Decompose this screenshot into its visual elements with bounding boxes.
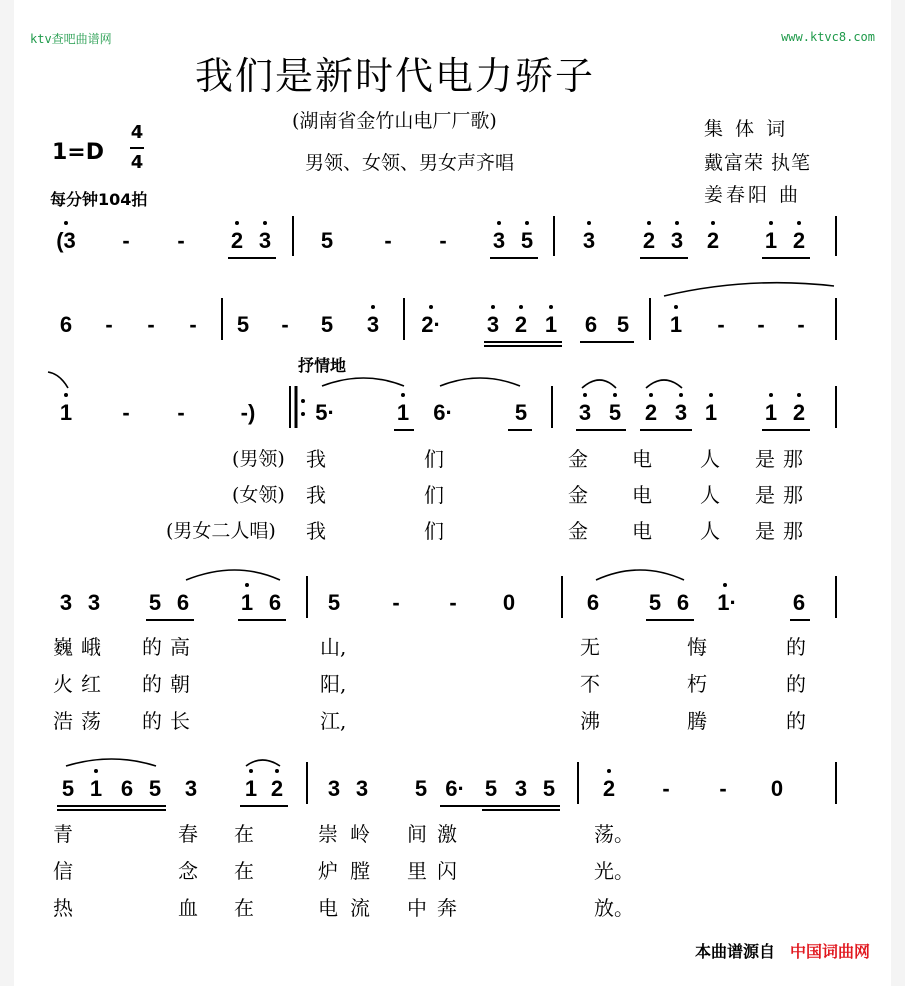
lyric: 不 <box>580 672 600 696</box>
note: 2 <box>602 776 616 801</box>
lyric: 沸 <box>580 709 600 733</box>
lyric: 火 <box>53 672 73 696</box>
lyric: 岭 <box>350 822 370 846</box>
lyric: 的 <box>786 709 806 733</box>
lyric: 荡。 <box>594 822 634 846</box>
lyric: 崇 <box>318 822 338 846</box>
note: 3 <box>258 228 272 253</box>
song-title: 我们是新时代电力骄子 <box>195 54 596 98</box>
note: - <box>757 312 765 337</box>
note: - <box>177 228 185 253</box>
note: 5 <box>514 400 528 425</box>
note: 1 <box>669 312 683 337</box>
note: 6 <box>586 590 600 615</box>
note: 5 <box>608 400 622 425</box>
lyric: 闪 <box>437 859 457 883</box>
note: 2 <box>792 400 806 425</box>
note: 3 <box>492 228 506 253</box>
note: - <box>281 312 289 337</box>
source-label: 本曲谱源自 <box>694 942 775 961</box>
lyric: 信 <box>53 859 73 883</box>
repeat-dots <box>301 399 305 416</box>
note: 6· <box>433 400 453 425</box>
note: - <box>177 400 185 425</box>
lyric: 流 <box>350 896 370 920</box>
note: 0 <box>770 776 784 801</box>
note: - <box>147 312 155 337</box>
note: 1 <box>764 400 778 425</box>
note: 3 <box>486 312 500 337</box>
lyric: 峨 <box>81 635 101 659</box>
lyric: 电 <box>632 519 652 543</box>
lyric: 我 <box>306 447 326 471</box>
lyric: 巍 <box>53 635 73 659</box>
lyric: 金 <box>568 447 588 471</box>
composer-credit: 姜春阳 曲 <box>704 184 802 206</box>
lyric: 放。 <box>594 896 634 920</box>
time-signature-top: 4 <box>130 122 144 143</box>
key-signature: 1=D <box>52 140 105 165</box>
tempo-marking: 每分钟104拍 <box>50 190 148 209</box>
note: - <box>719 776 727 801</box>
lyric: 在 <box>234 896 254 920</box>
note: 3 <box>514 776 528 801</box>
note: - <box>189 312 197 337</box>
lyric: 膛 <box>350 859 370 883</box>
note: 1 <box>396 400 410 425</box>
note: 5 <box>648 590 662 615</box>
note: 6 <box>120 776 134 801</box>
lyric: 荡 <box>81 709 101 733</box>
writer-credit: 戴富荣 执笔 <box>704 152 812 174</box>
lyric: 血 <box>178 896 198 920</box>
note: - <box>662 776 670 801</box>
note: 5 <box>520 228 534 253</box>
lyric: 在 <box>234 822 254 846</box>
note: - <box>122 228 130 253</box>
lyric: 中 <box>407 896 427 920</box>
note: 6 <box>584 312 598 337</box>
lyric: 那 <box>783 447 803 471</box>
note: 6 <box>792 590 806 615</box>
performance-note: 男领、女领、男女声齐唱 <box>305 152 515 174</box>
note: 1 <box>240 590 254 615</box>
lyric: 念 <box>178 859 198 883</box>
note: 3 <box>582 228 596 253</box>
note: 3 <box>670 228 684 253</box>
lyric: 的 <box>786 635 806 659</box>
note: 5· <box>315 400 335 425</box>
note: - <box>105 312 113 337</box>
lyric: 人 <box>700 519 720 543</box>
note: 6 <box>676 590 690 615</box>
note: 3 <box>87 590 101 615</box>
note: 1 <box>89 776 103 801</box>
note: 6 <box>59 312 73 337</box>
role-female-lead: (女领) <box>232 484 285 506</box>
lyric: 悔 <box>687 635 707 659</box>
lyric: 激 <box>437 822 457 846</box>
barlines <box>222 216 836 804</box>
lyric: 热 <box>53 896 73 920</box>
lyric: 腾 <box>687 709 707 733</box>
lyric: 人 <box>700 447 720 471</box>
note: - <box>392 590 400 615</box>
note: - <box>449 590 457 615</box>
note: 5 <box>61 776 75 801</box>
lyric: 红 <box>81 672 101 696</box>
note: 3 <box>327 776 341 801</box>
note: 5 <box>148 590 162 615</box>
lyric: 的 <box>786 672 806 696</box>
note: 2· <box>421 312 441 337</box>
note: 2 <box>642 228 656 253</box>
lyric: 间 <box>407 822 427 846</box>
note: 3 <box>366 312 380 337</box>
lyric: 金 <box>568 519 588 543</box>
note: 1 <box>59 400 73 425</box>
lyric: 无 <box>580 635 600 659</box>
lyric: 在 <box>234 859 254 883</box>
lyric: 是 <box>755 483 775 507</box>
lyric: 朝 <box>170 672 190 696</box>
lyric: 浩 <box>53 709 73 733</box>
song-subtitle: (湖南省金竹山电厂厂歌) <box>292 110 497 132</box>
note: 2 <box>514 312 528 337</box>
note: 6 <box>176 590 190 615</box>
note: 2 <box>706 228 720 253</box>
note: 1 <box>544 312 558 337</box>
lyric: 们 <box>424 447 444 471</box>
note: 1 <box>244 776 258 801</box>
note: (3 <box>56 228 76 253</box>
time-signature-bottom: 4 <box>130 152 144 173</box>
note: 1 <box>704 400 718 425</box>
octave-dots <box>64 221 801 773</box>
note: - <box>122 400 130 425</box>
note: 5 <box>414 776 428 801</box>
lyric: 青 <box>53 822 73 846</box>
note: 2 <box>230 228 244 253</box>
lyric: 电 <box>318 896 338 920</box>
note: - <box>717 312 725 337</box>
site-watermark-right[interactable]: www.ktvc8.com <box>781 30 875 44</box>
lyrics-credit: 集 体 词 <box>704 118 789 140</box>
lyric: 是 <box>755 519 775 543</box>
lyric: 朽 <box>687 672 707 696</box>
note: 1 <box>764 228 778 253</box>
lyric: 那 <box>783 483 803 507</box>
note: -) <box>240 400 256 425</box>
note: - <box>797 312 805 337</box>
lyric: 的 <box>142 672 162 696</box>
note: 1· <box>717 590 737 615</box>
note: 6· <box>445 776 465 801</box>
note: 6 <box>268 590 282 615</box>
lyric: 的 <box>142 709 162 733</box>
note: 3 <box>355 776 369 801</box>
note: 2 <box>270 776 284 801</box>
role-duet: (男女二人唱) <box>166 520 276 542</box>
lyric: 江, <box>320 709 347 733</box>
note: 5 <box>320 312 334 337</box>
lyric: 们 <box>424 519 444 543</box>
note: 5 <box>616 312 630 337</box>
site-watermark-left[interactable]: ktv查吧曲谱网 <box>30 32 112 46</box>
lyric: 金 <box>568 483 588 507</box>
note: 5 <box>320 228 334 253</box>
lyric: 电 <box>632 483 652 507</box>
lyric: 里 <box>407 859 427 883</box>
note: 5 <box>236 312 250 337</box>
lyric: 那 <box>783 519 803 543</box>
lyric: 是 <box>755 447 775 471</box>
lyric: 我 <box>306 519 326 543</box>
underlines <box>57 258 810 810</box>
note: 5 <box>484 776 498 801</box>
note: 0 <box>502 590 516 615</box>
lyric: 人 <box>700 483 720 507</box>
lyric: 长 <box>170 709 190 733</box>
lyric: 光。 <box>594 859 634 883</box>
slurs <box>48 283 834 766</box>
expression-marking: 抒情地 <box>298 356 347 375</box>
lyric: 的 <box>142 635 162 659</box>
note: 2 <box>792 228 806 253</box>
note: 3 <box>674 400 688 425</box>
lyric: 山, <box>320 635 347 659</box>
note: - <box>439 228 447 253</box>
note: 3 <box>184 776 198 801</box>
source-site-link[interactable]: 中国词曲网 <box>789 942 870 961</box>
lyric: 高 <box>170 635 190 659</box>
note: 2 <box>644 400 658 425</box>
lyric: 阳, <box>320 672 347 696</box>
lyric: 奔 <box>437 896 457 920</box>
lyric: 们 <box>424 483 444 507</box>
note: 5 <box>148 776 162 801</box>
note: - <box>384 228 392 253</box>
note: 3 <box>578 400 592 425</box>
lyric: 炉 <box>318 859 338 883</box>
lyric: 春 <box>178 822 198 846</box>
lyric: 电 <box>632 447 652 471</box>
note: 5 <box>327 590 341 615</box>
role-male-lead: (男领) <box>232 448 285 470</box>
lyric: 我 <box>306 483 326 507</box>
note: 5 <box>542 776 556 801</box>
note: 3 <box>59 590 73 615</box>
